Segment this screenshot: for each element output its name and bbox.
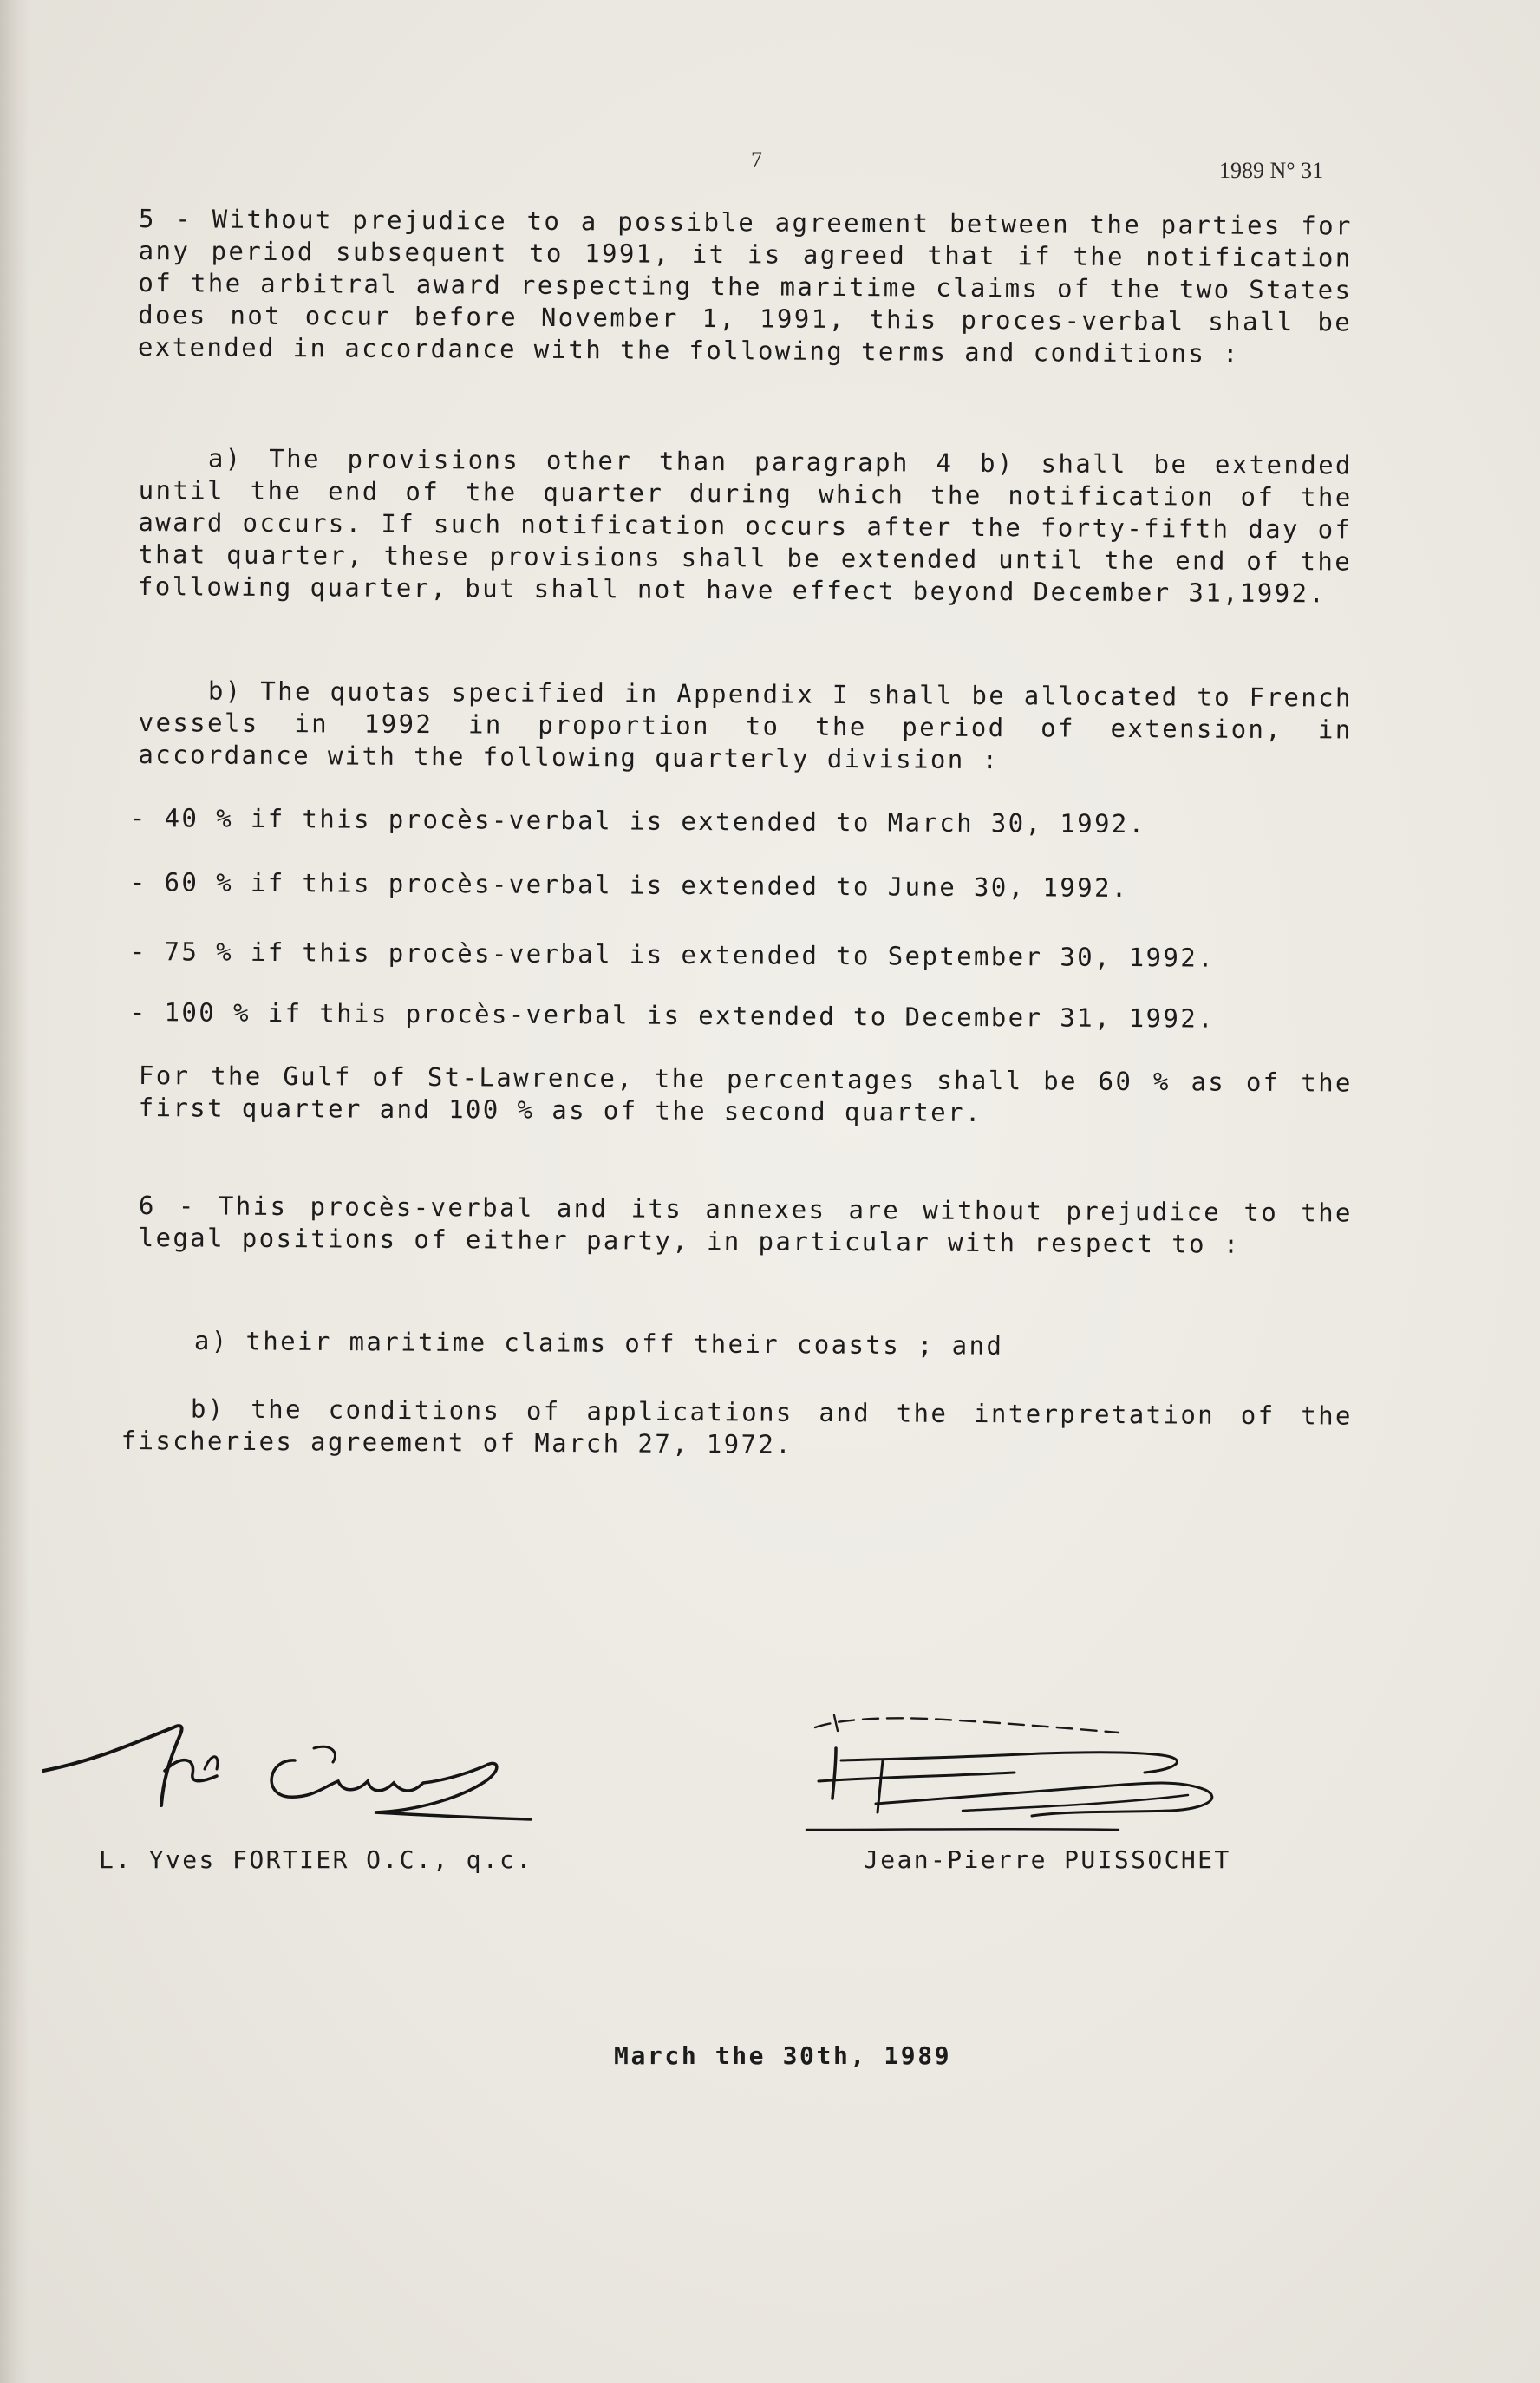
section-5-intro: 5 - Without prejudice to a possible agreement between the parties for any period subsequent to 1991, it is agreed that if the notification of the arbitral award respecting the maritime claims of the two States does not occur before November 1, 1991, this proces-verbal shall be extended in accordance with the following terms and conditions : <box>137 203 1370 369</box>
page-spine-shadow <box>0 0 29 2383</box>
quota-item-40: - 40 % if this procès-verbal is extended to March 30, 1992. <box>129 803 1146 839</box>
gulf-paragraph: For the Gulf of St-Lawrence, the percentages shall be 60 % as of the first quarter and 100 % as of the second quarter. <box>138 1061 1370 1127</box>
document-date: March the 30th, 1989 <box>614 2041 952 2070</box>
quota-item-60: - 60 % if this procès-verbal is extended to June 30, 1992. <box>129 867 1129 904</box>
section-5-paragraph-a: a) The provisions other than paragraph 4 b) shall be extended until the end of the quarter during which the notification of the award occurs. If such notification occurs after the forty-fifth day of that quarter, these provisions shall be extended until the end of the following quarter, but shall not have effect beyond December 31,1992. <box>137 443 1370 609</box>
quota-item-100: - 100 % if this procès-verbal is extended to December 31, 1992. <box>129 997 1216 1034</box>
puissochet-signature <box>772 1708 1292 1847</box>
page-number: 7 <box>751 147 762 173</box>
quota-item-75: - 75 % if this procès-verbal is extended to September 30, 1992. <box>129 937 1216 973</box>
puissochet-name: Jean-Pierre PUISSOCHET <box>864 1845 1231 1874</box>
section-6-item-b: b) the conditions of applications and the interpretation of the fischeries agreement of March 27, 1972. <box>121 1394 1370 1459</box>
section-5-paragraph-b: b) The quotas specified in Appendix I shall be allocated to French vessels in 1992 in proportion to the period of extension, in accordance with the following quarterly division : <box>138 676 1370 775</box>
section-6-intro: 6 - This procès-verbal and its annexes are without prejudice to the legal positions of either party, in particular with respect to : <box>138 1191 1370 1259</box>
journal-reference: 1989 N° 31 <box>1219 158 1324 183</box>
fortier-signature <box>35 1691 555 1838</box>
section-6-item-a: a) their maritime claims off their coasts ; and <box>193 1326 1004 1361</box>
fortier-name: L. Yves FORTIER O.C., q.c. <box>99 1845 533 1874</box>
